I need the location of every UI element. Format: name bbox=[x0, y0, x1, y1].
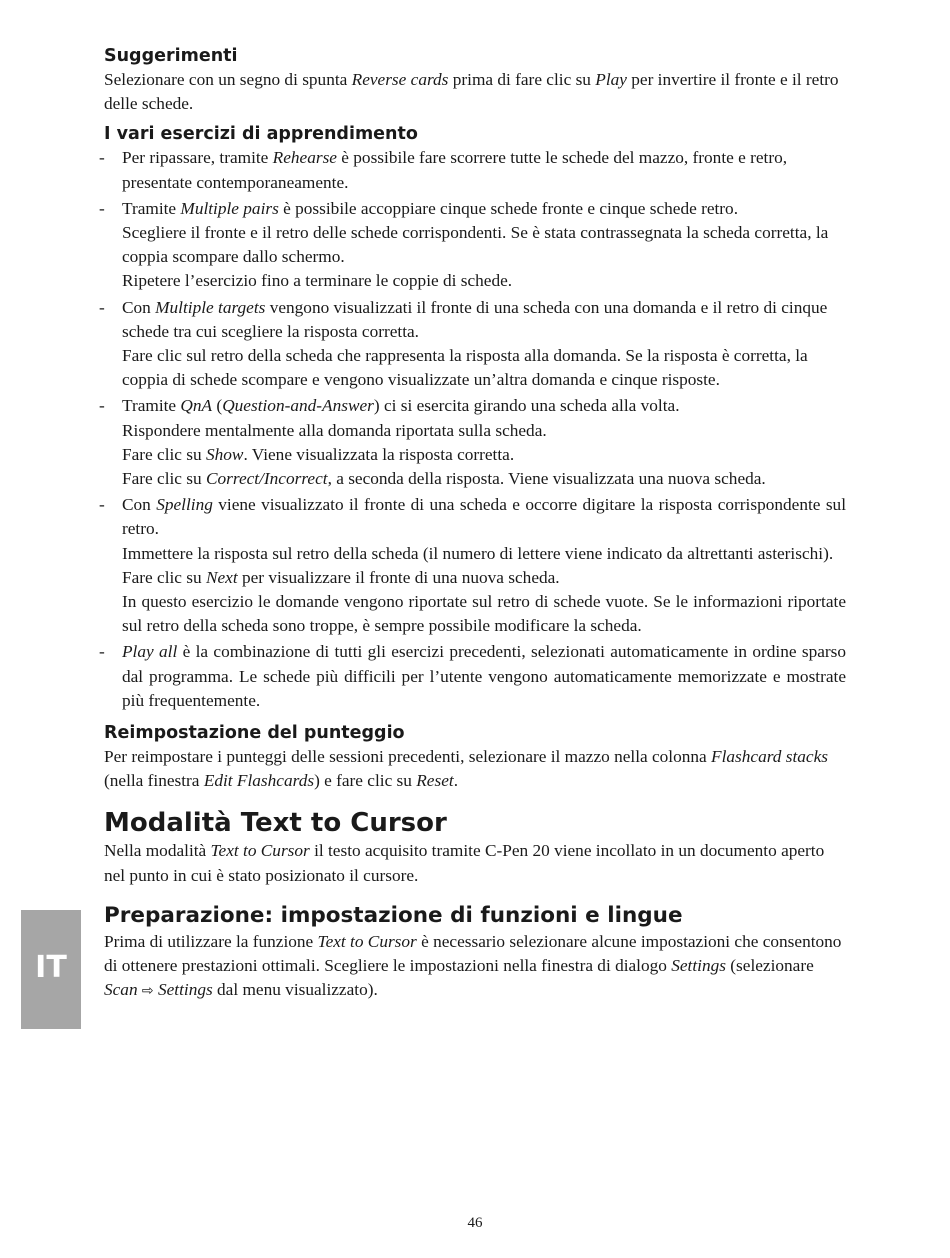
term-rehearse: Rehearse bbox=[272, 148, 337, 168]
list-item-multiple-targets bbox=[104, 296, 846, 393]
text-line: Scegliere il fronte e il retro delle schede corrispondenti. Se è stata contrassegnata la scheda corretta, la coppia scompare dallo schermo. bbox=[122, 223, 829, 267]
text-run: Per reimpostare i punteggi delle sessioni precedenti, selezionare il mazzo nella colonna bbox=[104, 747, 712, 767]
text-run: è possibile fare scorrere tutte le schede del mazzo, fronte e retro, presentate contemporaneamente. bbox=[122, 148, 788, 192]
term-edit-flashcards: Edit Flashcards bbox=[203, 771, 315, 791]
suggerimenti-heading: Suggerimenti bbox=[104, 46, 238, 66]
term-play-all: Play all bbox=[122, 642, 178, 662]
text-run: è la combinazione di tutti gli esercizi precedenti, selezionati automaticamente in ordine sparso dal programma. Le schede più difficili per l’utente vengono automaticamente memorizzate e mostrate più frequentemente. bbox=[122, 642, 847, 710]
term-reset: Reset bbox=[416, 771, 454, 791]
text-run: Selezionare con un segno di spunta bbox=[104, 70, 352, 89]
term-spelling: Spelling bbox=[156, 495, 213, 515]
text-run: viene visualizzato il fronte di una scheda e occorre digitare la risposta corrispondente sul retro. bbox=[122, 495, 846, 539]
text-run: (selezionare bbox=[725, 956, 814, 976]
text-run: Con bbox=[122, 495, 157, 515]
term-flashcard-stacks: Flashcard stacks bbox=[711, 747, 828, 767]
list-item-rehearse bbox=[104, 146, 846, 194]
text-run: . bbox=[453, 771, 459, 791]
text-run: prima di fare clic su bbox=[448, 70, 596, 89]
list-item-multiple-pairs bbox=[104, 197, 846, 294]
text-run: Tramite bbox=[122, 396, 181, 416]
text-run: è necessario selezionare alcune impostazioni che consentono di ottenere prestazioni ottimali. Scegliere le impostazioni nella finestra di dialogo bbox=[104, 931, 842, 976]
term-qna: QnA bbox=[180, 396, 213, 416]
text-run: Prima di utilizzare la funzione bbox=[104, 931, 318, 951]
term-play: Play bbox=[595, 70, 627, 89]
text-run: ) e fare clic su bbox=[314, 771, 417, 791]
text-line: In questo esercizio le domande vengono riportate sul retro di schede vuote. Se le informazioni riportate sul retro della scheda sono troppe, è sempre possibile modificare la scheda. bbox=[122, 592, 846, 636]
term-correct-incorrect: Correct/Incorrect bbox=[205, 469, 328, 489]
reimpostazione-heading: Reimpostazione del punteggio bbox=[104, 723, 405, 744]
text-run: . Viene visualizzata la risposta corretta. bbox=[243, 444, 515, 464]
text-run: Fare clic su bbox=[122, 469, 206, 489]
term-settings: Settings bbox=[157, 980, 213, 1000]
text-run: Per ripassare, tramite bbox=[122, 148, 273, 168]
text-run: , a seconda della risposta. Viene visualizzata una nuova scheda. bbox=[327, 469, 766, 489]
text-line: Fare clic sul retro della scheda che rappresenta la risposta alla domanda. Se la risposta è corretta, la coppia di schede scompare e vengono visualizzate un’altra domanda e cinque risposte. bbox=[122, 346, 808, 390]
text-run: Fare clic su bbox=[122, 444, 206, 464]
reimpostazione-paragraph bbox=[104, 745, 846, 793]
esercizi-list bbox=[104, 146, 846, 713]
text-line: Immettere la risposta sul retro della scheda (il numero di lettere viene indicato da altrettanti asterischi). bbox=[122, 543, 834, 563]
text-run: ) ci si esercita girando una scheda alla volta. bbox=[373, 396, 680, 416]
text-run: (nella finestra bbox=[104, 771, 204, 791]
text-run: Con bbox=[122, 297, 156, 317]
term-reverse-cards: Reverse cards bbox=[351, 70, 449, 89]
text-run: dal menu visualizzato). bbox=[212, 980, 378, 1000]
term-next: Next bbox=[205, 567, 238, 587]
right-arrow-icon: ⇨ bbox=[141, 983, 154, 1000]
text-to-cursor-paragraph bbox=[104, 839, 846, 887]
language-tab bbox=[21, 910, 81, 1029]
list-item-qna bbox=[104, 394, 846, 491]
list-item-spelling bbox=[104, 493, 846, 638]
text-line: Ripetere l’esercizio fino a terminare le coppie di schede. bbox=[122, 271, 513, 291]
text-run: per visualizzare il fronte di una nuova scheda. bbox=[237, 567, 560, 587]
term-text-to-cursor: Text to Cursor bbox=[210, 841, 310, 861]
term-show: Show bbox=[205, 444, 244, 464]
list-item-play-all bbox=[104, 640, 846, 713]
text-run: il testo acquisito tramite C-Pen 20 viene incollato in un documento aperto nel punto in cui è stato posizionato il cursore. bbox=[104, 841, 825, 885]
text-run: vengono visualizzati il fronte di una scheda con una domanda e il retro di cinque schede tra cui scegliere la risposta corretta. bbox=[122, 297, 828, 341]
text-run: ( bbox=[212, 396, 223, 416]
language-tab-label: IT bbox=[35, 950, 67, 985]
page-number: 46 bbox=[467, 1215, 483, 1231]
term-question-and-answer: Question-and-Answer bbox=[222, 396, 374, 416]
term-scan: Scan bbox=[104, 980, 138, 1000]
text-run: Nella modalità bbox=[104, 841, 211, 861]
term-settings: Settings bbox=[671, 956, 726, 976]
text-run: è possibile accoppiare cinque schede fronte e cinque schede retro. bbox=[278, 198, 739, 218]
text-line: Rispondere mentalmente alla domanda riportata sulla scheda. bbox=[122, 420, 547, 440]
term-text-to-cursor: Text to Cursor bbox=[317, 931, 417, 951]
text-run: Fare clic su bbox=[122, 567, 206, 587]
preparazione-paragraph bbox=[104, 930, 846, 1004]
esercizi-heading: I vari esercizi di apprendimento bbox=[104, 124, 418, 145]
term-multiple-targets: Multiple targets bbox=[155, 297, 266, 317]
preparazione-heading: Preparazione: impostazione di funzioni e lingue bbox=[104, 902, 683, 928]
page-content bbox=[104, 44, 846, 1004]
text-run: Tramite bbox=[122, 198, 181, 218]
text-to-cursor-heading: Modalità Text to Cursor bbox=[104, 808, 447, 839]
term-multiple-pairs: Multiple pairs bbox=[180, 198, 279, 218]
text-run: per invertire il fronte e il retro delle schede. bbox=[104, 70, 839, 114]
suggerimenti-paragraph bbox=[104, 68, 846, 116]
